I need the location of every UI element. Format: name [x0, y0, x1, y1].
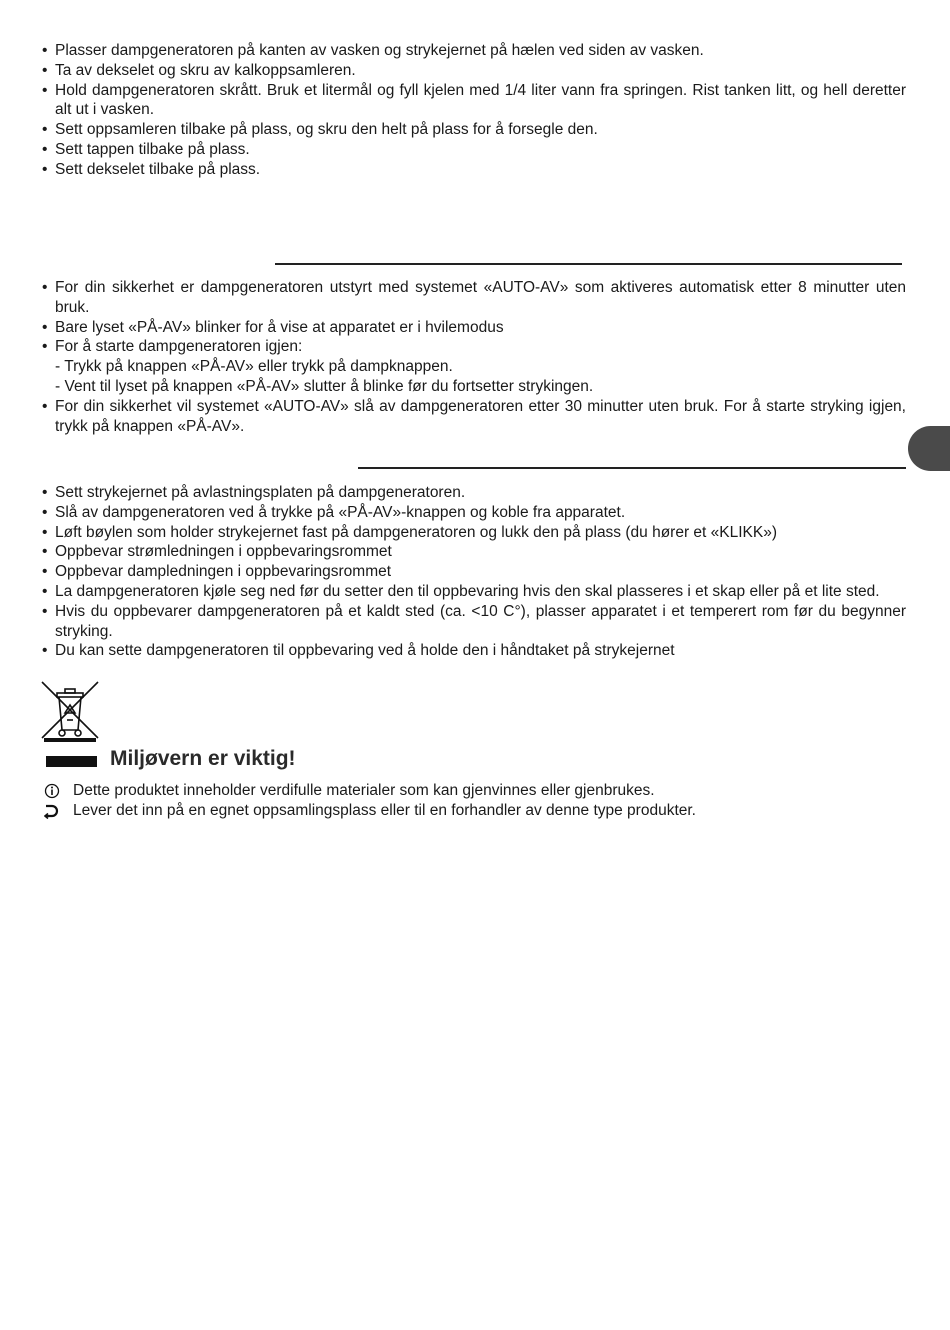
- info-icon: [44, 783, 60, 799]
- cleaning-steps-list: [42, 41, 906, 180]
- section-divider: [358, 467, 906, 469]
- list-item: • Ta av dekselet og skru av kalkoppsamleren.: [42, 61, 356, 79]
- environment-heading: Miljøvern er viktig!: [110, 747, 296, 770]
- arrow-icon: [44, 803, 60, 819]
- list-item: • Sett tappen tilbake på plass.: [42, 140, 250, 158]
- list-item: • La dampgeneratoren kjøle seg ned før du setter den til oppbevaring hvis den skal plasseres i et skap eller på et lite sted.: [42, 582, 880, 600]
- list-item: • Oppbevar strømledningen i oppbevaringsrommet: [42, 543, 392, 561]
- list-item: • Løft bøylen som holder strykejernet fast på dampgeneratoren og lukk den på plass (du hører et «KLIKK»): [42, 523, 777, 541]
- list-item: • Sett dekselet tilbake på plass.: [42, 160, 261, 178]
- sub-item: - Vent til lyset på knappen «PÅ-AV» slutter å blinke før du fortsetter strykingen.: [55, 377, 594, 395]
- heading-bar: [46, 756, 97, 767]
- list-item: Dette produktet inneholder verdifulle materialer som kan gjenvinnes eller gjenbrukes.: [42, 781, 902, 801]
- list-item: • Oppbevar dampledningen i oppbevaringsrommet: [42, 563, 392, 581]
- sub-item: - Trykk på knappen «PÅ-AV» eller trykk på dampknappen.: [55, 358, 453, 376]
- list-item: • For din sikkerhet er dampgeneratoren utstyrt med systemet «AUTO-AV» som aktiveres automatisk etter 8 minutter uten bruk.: [42, 279, 906, 316]
- list-item: • For å starte dampgeneratoren igjen: - Trykk på knappen «PÅ-AV» eller trykk på dampknappen. - Vent til lyset på knappen «PÅ-AV» slutter å blinke før du fortsetter strykingen.: [42, 337, 906, 396]
- list-item: • Hvis du oppbevarer dampgeneratoren på et kaldt sted (ca. <10 C°), plasser apparatet i et temperert rom før du begynner stryking.: [42, 602, 906, 640]
- list-item: • Sett strykejernet på avlastningsplaten på dampgeneratoren.: [42, 484, 466, 501]
- list-item: • Bare lyset «PÅ-AV» blinker for å vise at apparatet er i hvilemodus: [42, 318, 504, 336]
- section-divider: [275, 263, 902, 265]
- list-item: • Hold dampgeneratoren skrått. Bruk et litermål og fyll kjelen med 1/4 liter vann fra springen. Rist tanken litt, og hell deretter alt ut i vasken.: [42, 81, 906, 119]
- list-item: • For din sikkerhet vil systemet «AUTO-AV» slå av dampgeneratoren etter 30 minutter uten bruk. For å starte stryking igjen, trykk på knappen «PÅ-AV».: [42, 397, 906, 435]
- storage-list: [42, 483, 906, 661]
- list-item: • Sett oppsamleren tilbake på plass, og skru den helt på plass for å forsegle den.: [42, 121, 598, 139]
- list-item: Lever det inn på en egnet oppsamlingsplass eller til en forhandler av denne type produkter.: [42, 801, 902, 821]
- list-item: • Du kan sette dampgeneratoren til oppbevaring ved å holde den i håndtaket på strykejernet: [42, 642, 675, 660]
- environment-list: [42, 781, 902, 821]
- list-item: • Slå av dampgeneratoren ved å trykke på «PÅ-AV»-knappen og koble fra apparatet.: [42, 503, 626, 521]
- auto-off-list: [42, 278, 906, 436]
- list-item: • Plasser dampgeneratoren på kanten av vasken og strykejernet på hælen ved siden av vasken.: [42, 42, 704, 59]
- page-thumb-tab: [908, 426, 950, 471]
- crossed-bin-icon: [40, 680, 100, 742]
